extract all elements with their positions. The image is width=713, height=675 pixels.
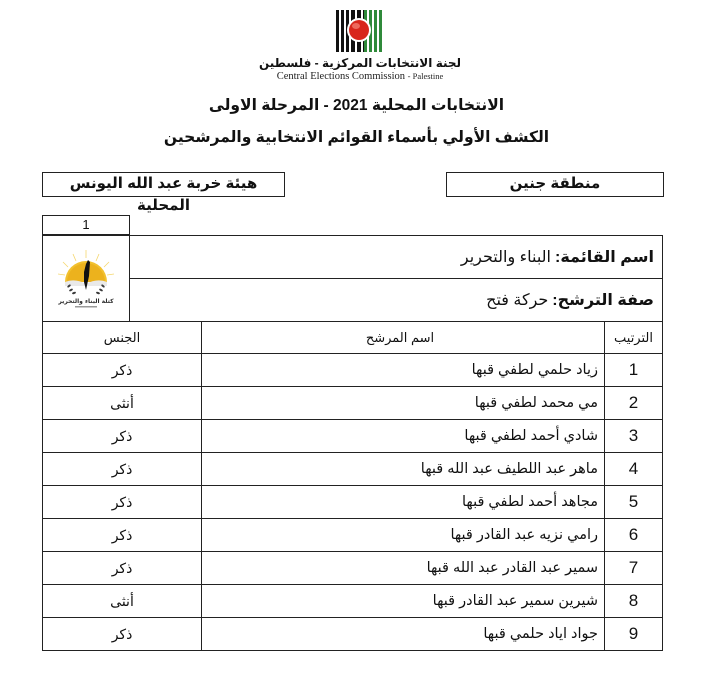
table-row	[43, 486, 663, 519]
gender-cell: أنثى	[43, 585, 202, 618]
list-number-box: 1	[42, 215, 130, 235]
document-title: الانتخابات المحلية 2021 - المرحلة الاولى	[208, 97, 505, 114]
rank-cell: 9	[605, 618, 663, 651]
table-header-row	[43, 322, 663, 354]
rank-cell: 1	[605, 354, 663, 387]
list-name-row	[130, 236, 662, 279]
gender-cell: ذكر	[43, 453, 202, 486]
gender-cell: ذكر	[43, 486, 202, 519]
list-type-value: حركة فتح	[486, 292, 549, 309]
table-row	[43, 453, 663, 486]
gender-cell: ذكر	[43, 618, 202, 651]
rank-cell: 3	[605, 420, 663, 453]
gender-cell: ذكر	[43, 420, 202, 453]
header-gender: الجنس	[43, 322, 202, 354]
list-emblem-icon	[55, 246, 117, 312]
authority-box: هيئة خربة عبد الله اليونس المحلية	[42, 172, 285, 197]
name-cell: ماهر عبد اللطيف عبد الله قبها	[202, 453, 605, 486]
org-name-english-main: Central Elections Commission	[276, 71, 406, 82]
table-row	[43, 387, 663, 420]
list-logo-caption: كتلة البناء والتحرير	[58, 297, 114, 305]
table-row	[43, 420, 663, 453]
org-name-english-suffix: - Palestine	[407, 71, 444, 81]
gender-cell: أنثى	[43, 387, 202, 420]
table-row	[43, 618, 663, 651]
list-name-value: البناء والتحرير	[460, 249, 551, 266]
rank-cell: 6	[605, 519, 663, 552]
candidates-table	[42, 321, 663, 651]
rank-cell: 4	[605, 453, 663, 486]
gender-cell: ذكر	[43, 354, 202, 387]
document-subtitle: الكشف الأولي بأسماء القوائم الانتخابية والمرشحين	[163, 129, 550, 146]
org-name-english	[230, 71, 490, 82]
header-name: اسم المرشح	[202, 322, 605, 354]
table-row	[43, 552, 663, 585]
region-box: منطقة جنين	[446, 172, 664, 197]
cec-logo-icon	[334, 8, 384, 54]
table-row	[43, 519, 663, 552]
gender-cell: ذكر	[43, 552, 202, 585]
name-cell: رامي نزيه عبد القادر قبها	[202, 519, 605, 552]
name-cell: زياد حلمي لطفي قبها	[202, 354, 605, 387]
name-cell: شيرين سمير عبد القادر قبها	[202, 585, 605, 618]
header-rank: الترتيب	[605, 322, 663, 354]
list-type-label: صفة الترشح:	[552, 292, 654, 309]
list-type-row	[130, 279, 662, 321]
org-name-arabic: لجنة الانتخابات المركزية - فلسطين	[258, 56, 462, 70]
name-cell: جواد اياد حلمي قبها	[202, 618, 605, 651]
table-row	[43, 585, 663, 618]
rank-cell: 7	[605, 552, 663, 585]
name-cell: شادي أحمد لطفي قبها	[202, 420, 605, 453]
rank-cell: 8	[605, 585, 663, 618]
name-cell: مجاهد أحمد لطفي قبها	[202, 486, 605, 519]
gender-cell: ذكر	[43, 519, 202, 552]
rank-cell: 5	[605, 486, 663, 519]
name-cell: مي محمد لطفي قبها	[202, 387, 605, 420]
list-logo-cell	[43, 236, 130, 321]
name-cell: سمير عبد القادر عبد الله قبها	[202, 552, 605, 585]
list-name-label: اسم القائمة:	[555, 249, 654, 266]
rank-cell: 2	[605, 387, 663, 420]
table-row	[43, 354, 663, 387]
list-info-block	[42, 235, 663, 322]
